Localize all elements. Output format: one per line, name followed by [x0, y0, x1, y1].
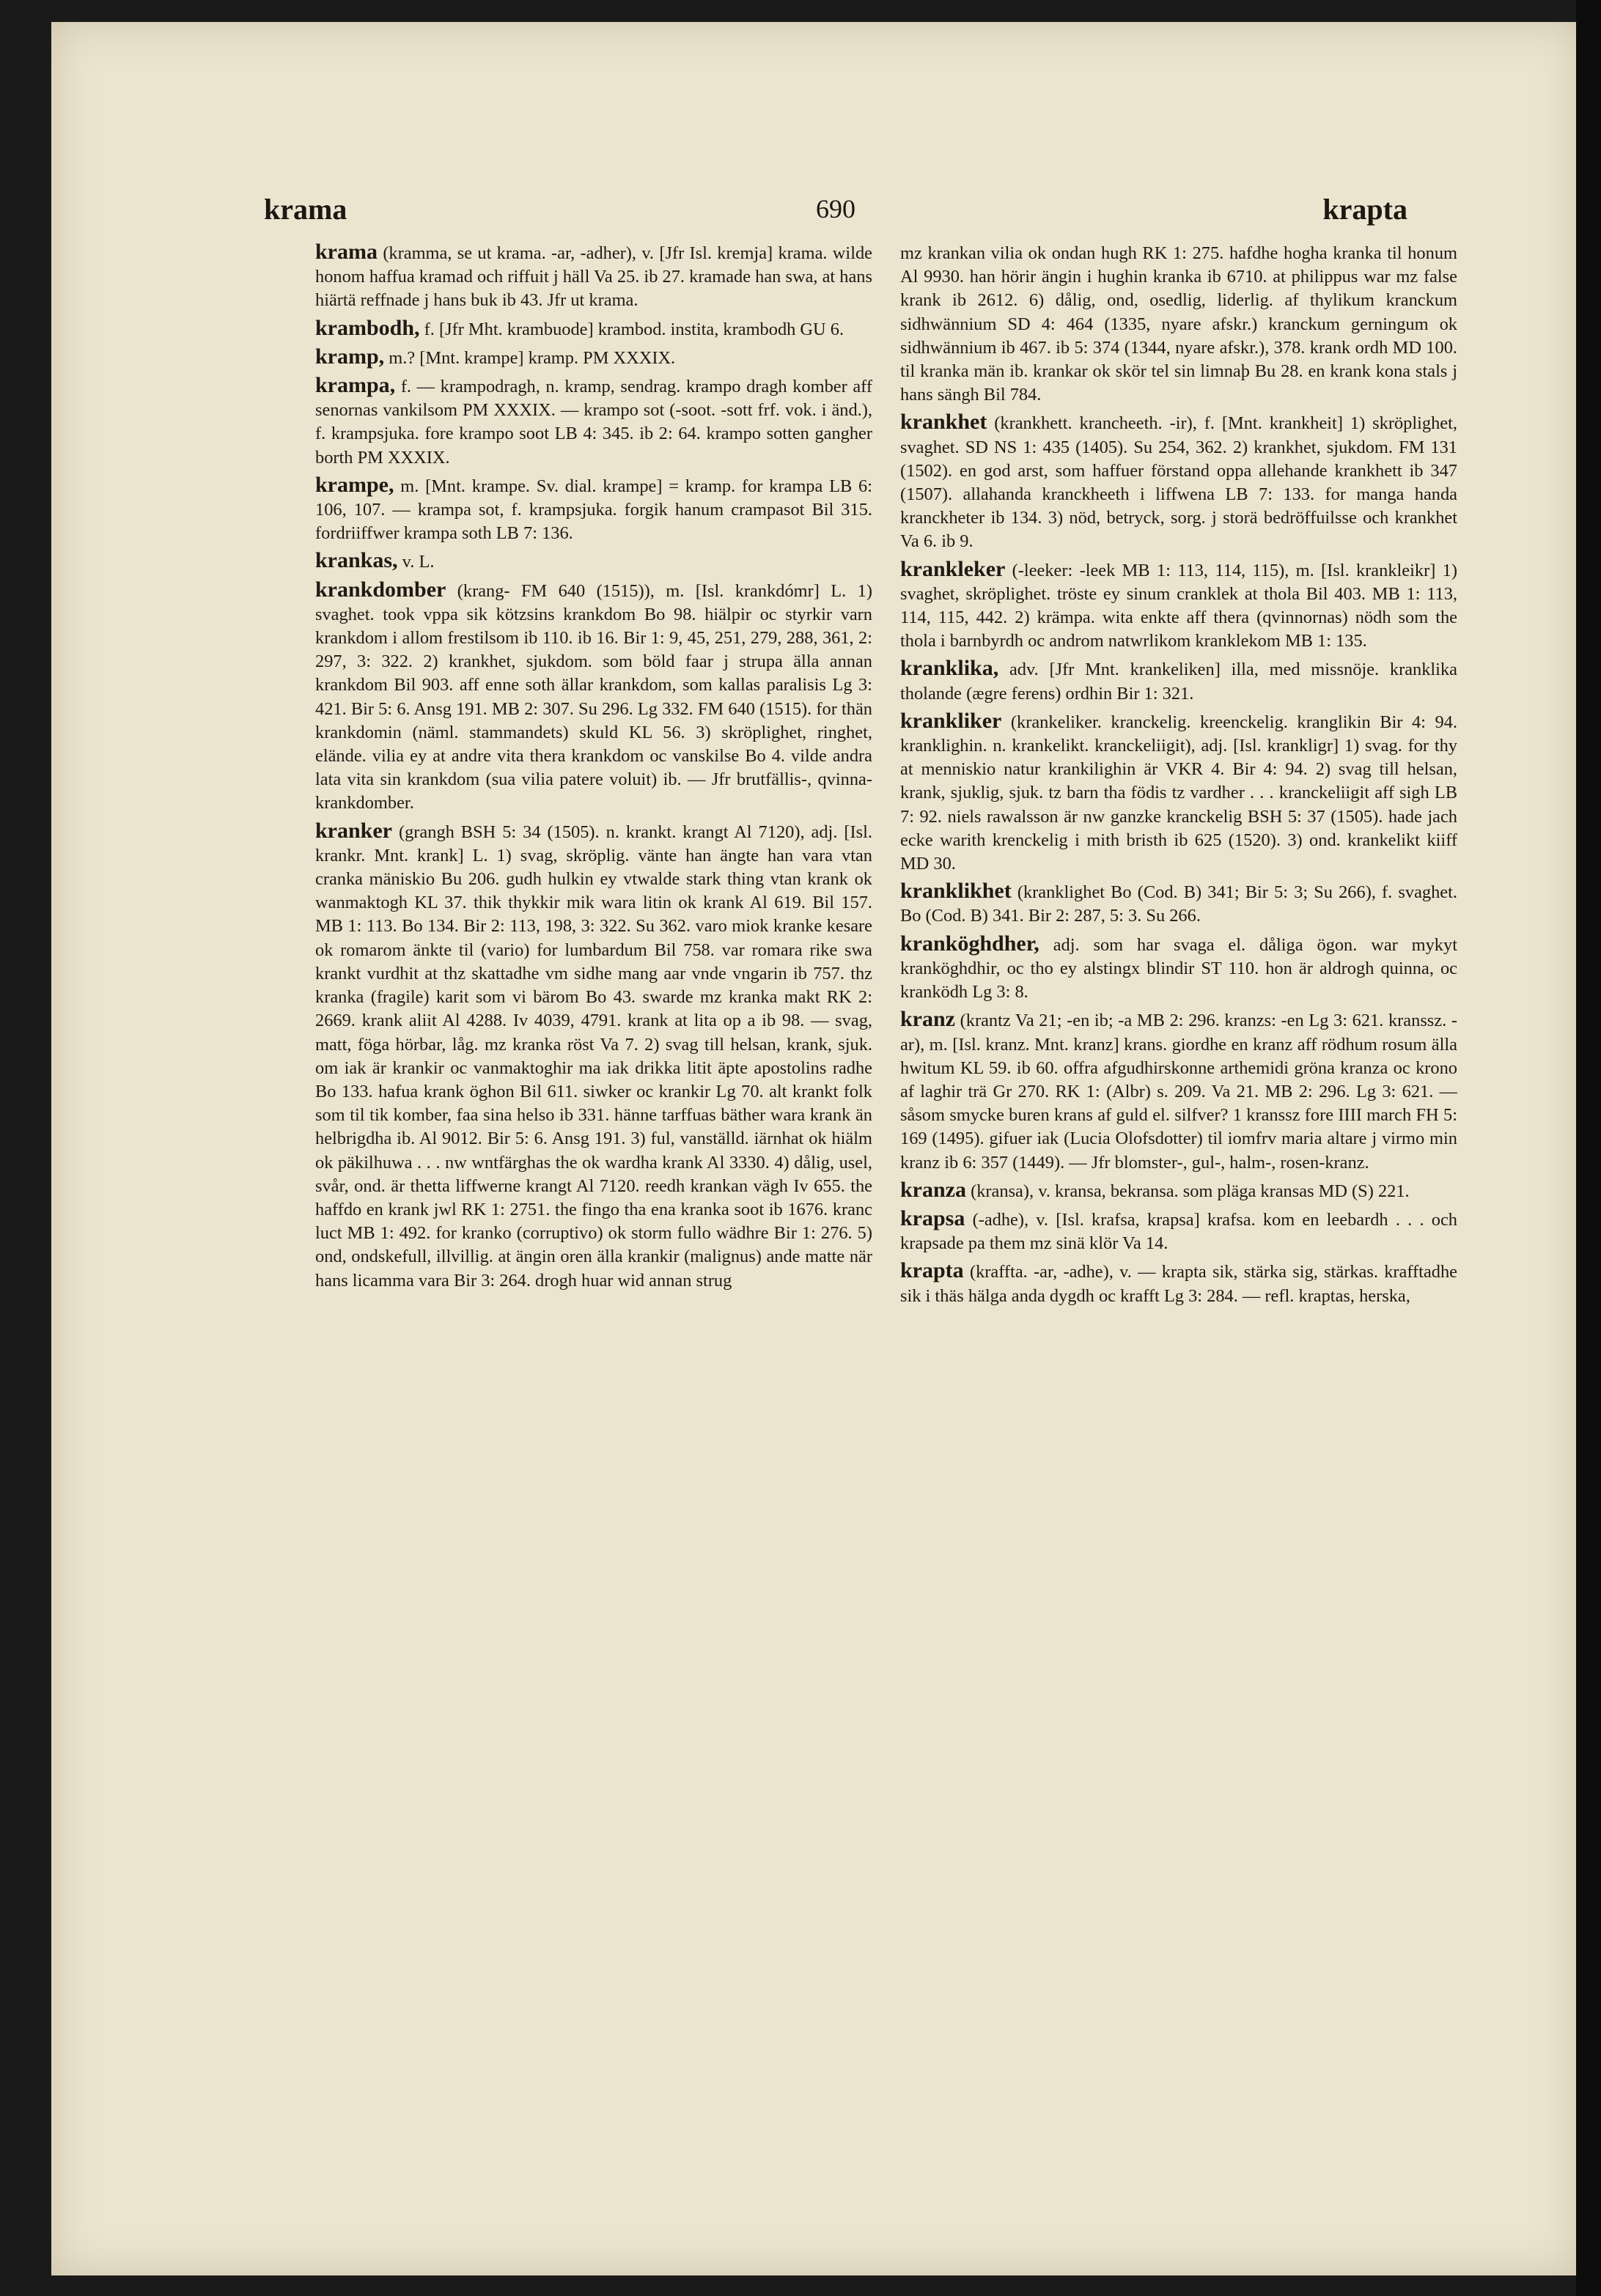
entry-text: (krantz Va 21; -en ib; -a MB 2: 296. kranzs: -en Lg 3: 621. kranssz. -ar), m. [Isl. kranz. Mnt. kranz] krans. giordhe en kranz aff rödhum rosum älla hwitum KL 59. ib 60. offra afgudhirskonne arthemidi gröna kranza oc krono af laghir trä Gr 270. RK 1: (Albr) s. 209. Va 21. MB 2: 296. Lg 3: 621. — såsom smycke buren krans af guld el. silfver? 1 kranssz fore IIII march FH 5: 169 (1495). gifuer iak (Lucia Olofsdotter) til iomfrv maria altare j virmo min kranz ib 6: 357 (1449). — Jfr blomster-, gul-, halm-, rosen-kranz.: [900, 1011, 1457, 1173]
entry-text: adv. [Jfr Mnt. krankeliken] illa, med missnöje. kranklika tholande (ægre ferens) ordhin Bir 1: 321.: [900, 660, 1457, 704]
entry-krankleker: [900, 558, 1457, 654]
entry-krankas: [315, 549, 872, 574]
right-running-headword: krapta: [1322, 193, 1407, 226]
entry-kranklikhet: [900, 879, 1457, 928]
entry-krankdomber: [315, 578, 872, 816]
entry-headword: krambodh,: [315, 315, 420, 340]
entry-text: f. [Jfr Mht. krambuode] krambod. institа, krambodh GU 6.: [424, 319, 844, 339]
entry-headword: kranklika,: [900, 656, 999, 681]
entry-headword: krama: [315, 240, 378, 264]
entry-text: (krang- FM 640 (1515)), m. [Isl. krankdómr] L. 1) svaghet. took vppa sik kötzsins krankdom Bo 98. hiälpir oc styrkir varn krankdom i allom frestilsom ib 110. ib 16. Bir 1: 9, 45, 251, 279, 288, 361, 2: 297, 3: 322. 2) krankhet, sjukdom. som böld faar j strupa älla annan krankdom Bil 903. aff enne soth ällar krankdom, som kallas paralisis Lg 3: 421. Bir 5: 6. Ansg 191. MB 2: 307. Su 296. Lg 332. FM 640 (1515). for thän krankdomin (näml. stammandets) skuld KL 56. 3) skröplighet, ringhet, elände. vilia ey at andre vita thera krankdom oc vanskilse Bo 4. vilde andra lata vita sin krankdom (sua vilia patere voluit) ib. — Jfr brutfällis-, qvinna-krankdomber.: [315, 580, 872, 813]
entry-headword: kranköghdher,: [900, 931, 1039, 956]
right-column: [900, 240, 1457, 2219]
entry-text: adj. som har svaga el. dåliga ögon. war mykyt kranköghdhir, oc tho ey alstingx blindir ST 110. hon är aldrogh quinna, oc kranködh Lg 3: 8.: [900, 934, 1457, 1003]
entry-headword: kramp,: [315, 344, 385, 369]
entry-text: f. — krampodragh, n. kramp, sendrag. krampo dragh komber aff senornas vankilsom PM XXXIX. — krampo sot (-soot. -sott frf. vok. i änd.), f. krampsjuka. fore krampo soot LB 4: 345. ib 2: 64. krampo sotten gangher borth PM XXXIX.: [315, 377, 872, 468]
page-number: 690: [816, 194, 855, 224]
entry-text: m.? [Mnt. krampe] kramp. PM XXXIX.: [389, 347, 676, 368]
entry-headword: krankleker: [900, 556, 1006, 581]
entry-text: (kranklighet Bo (Cod. B) 341; Bir 5: 3; Su 266), f. svaghet. Bo (Cod. B) 341. Bir 2: 287, 5: 3. Su 266.: [900, 882, 1457, 926]
entry-headword: krapta: [900, 1258, 964, 1283]
entry-text: (kraffta. -ar, -adhe), v. — krapta sik, stärka sig, stärkas. krafftadhe sik i thäs hälga anda dygdh oc krafft Lg 3: 284. — refl. kraptas, herska,: [900, 1262, 1457, 1306]
entry-kranker: [315, 819, 872, 1293]
entry-text: (-leeker: -leek MB 1: 113, 114, 115), m. [Isl. krankleikr] 1) svaghet, skröplighet. tröste ey sinum cranklek at thola Bil 403. MB 1: 113, 114, 115, 442. 2) krämpa. wita enkte aff thera (qvinnornas) nödh som the thola i barnbyrdh oc androm natwrlikom kranklekom MB 1: 135.: [900, 560, 1457, 651]
entry-kranza: [900, 1178, 1457, 1203]
entry-headword: krankdomber: [315, 577, 446, 602]
entry-text: v. L.: [402, 552, 435, 572]
entry-krampa: [315, 374, 872, 470]
entry-krapta: [900, 1259, 1457, 1307]
left-column: [315, 240, 872, 2219]
entry-headword: krankas,: [315, 548, 398, 573]
page-header: [264, 192, 1407, 236]
entry-headword: kranker: [315, 818, 392, 843]
entry-headword: krampa,: [315, 373, 396, 398]
entry-text: (krankeliker. kranckelig. kreenckelig. kranglikin Bir 4: 94. kranklighin. n. krankelikt. kranckeliigit), adj. [Isl. krankligr] 1) svag. for thy at menniskio natur krankilighin är VKR 4. Bir 4: 94. 2) svag till helsan, krank, sjuklig, sjuk. tz barn tha födis tz vardher . . . kranckeliigit aff sigh LB 7: 92. niels rawalsson är nw ganzke kranckelig BSH 5: 37 (1505). hade jach ecke warith krenckelig i mith bristh ib 625 (1520). 3) ond. krankelikt kiiff MD 30.: [900, 712, 1457, 874]
entry-headword: krampe,: [315, 472, 394, 497]
entry-text: (kramma, se ut krama. -ar, -adher), v. [Jfr Isl. kremja] krama. wilde honom haffua kramad och riffuit j häll Va 25. ib 27. kramade han swa, at hans hiärtä reffnade j hans buk ib 43. Jfr ut krama.: [315, 243, 872, 311]
entry-krapsa: [900, 1207, 1457, 1255]
entry-krankliker: [900, 709, 1457, 876]
entry-krankoghdher: [900, 932, 1457, 1005]
entry-kranker-continued: [900, 240, 1457, 407]
scan-edge: [1576, 0, 1601, 2296]
entry-headword: kranz: [900, 1007, 955, 1032]
entry-krampe: [315, 473, 872, 546]
entry-text: mz krankan vilia ok ondan hugh RK 1: 275. hafdhe hogha kranka til honum Al 9930. han hörir ängin i hughin kranka ib 6710. at philippus war mz false krank ib 2612. 6) dålig, ond, osedlig, liderlig. af thylikum kranckum sidhwännium SD 4: 464 (1335, nyare afskr.) kranckum gerningum ok sidhwännium ib 467. ib 5: 374 (1344, nyare afskr.), 378. krank ordh MD 100. til kranka män ib. krankar ok skör tel sin limnaþ Bu 28. en krank kona stals j hans sängh Bil 784.: [900, 243, 1457, 405]
entry-kranz: [900, 1008, 1457, 1174]
entry-text: m. [Mnt. krampe. Sv. dial. krampe] = kramp. for krampa LB 6: 106, 107. — krampa sot, f. krampsjuka. forgik hanum crampasot Bil 315. fordriiffwer krampa soth LB 7: 136.: [315, 476, 872, 544]
entry-headword: kranza: [900, 1177, 966, 1202]
entry-kramp: [315, 345, 872, 370]
entry-headword: krankhet: [900, 410, 987, 435]
entry-kranklika: [900, 657, 1457, 705]
entry-text: (-adhe), v. [Isl. krafsa, krapsa] krafsa. kom en leebardh . . . och krapsade pa them mz sinä klör Va 14.: [900, 1209, 1457, 1254]
entry-krama: [315, 240, 872, 313]
left-running-headword: krama: [264, 193, 347, 226]
entry-headword: krankliker: [900, 708, 1002, 733]
entry-headword: krapsa: [900, 1206, 965, 1230]
entry-krankhet: [900, 410, 1457, 553]
entry-text: (krankhett. krancheeth. -ir), f. [Mnt. krankheit] 1) skröplighet, svaghet. SD NS 1: 435 (1405). Su 254, 362. 2) krankhet, sjukdom. FM 131 (1502). en god arst, som haffuer förstand oppa allehande krankhett ib 347 (1507). allahanda kranckheeth i liffwena LB 7: 133. for manga handa kranckheter ib 134. 3) nöd, betryck, sorg. j storä bedröffuilsse och krankhet Va 6. ib 9.: [900, 413, 1457, 552]
entry-headword: kranklikhet: [900, 879, 1012, 904]
entry-text: (grangh BSH 5: 34 (1505). n. krankt. krangt Al 7120), adj. [Isl. krankr. Mnt. krank] L. 1) svag, skröplig. vänte han ängte han vara vtan cranka mäniskio Bu 206. gudh hulkin ey vtwalde stark thing vtan krank ok wanmaktogh KL 37. thik thykkir mik wara litin ok krank Al 619. Bil 157. MB 1: 113. Bo 134. Bir 2: 113, 198, 3: 322. Su 362. varo miok kranke kesare ok romarom änkte til (vario) for lumbardum Bil 758. var romara rike swa krankt vurdhit at thz skattadhe vm sidhe mang aar vnde vngarin ib 757. thz kranka (fragile) karit som vi bärom Bo 43. swarde mz kranka makt RK 2: 2669. krank aliit Al 4288. Iv 4039, 4791. krank at lita op a ib 98. — svag, matt, föga hörbar, låg. mz kranka röst Va 7. 2) svag till helsan, krank, sjuk. om iak är krankir oc vanmaktoghir ma iak drikka litit äpte apostolins radhe Bo 133. hafua krank öghon Bil 611. siwker oc krankir Lg 70. alt krankt folk som til tik komber, faa sina helso ib 331. hänne tarffuas bäther wara krank än helbrigdha ib. Al 9012. Bir 5: 6. Ansg 191. 3) ful, vanställd. iärnhat ok hiälm ok päkilhuwa . . . nw wntfärghas the ok wardha krank Al 3330. 4) dålig, usel, svår, ond. är thetta liffwerne krangt Al 7120. reedh krankan vägh Iv 655. the haffdo en krank jwl RK 1: 2751. the fingo tha ena kranka soot ib 1676. kranc luct MB 1: 492. for kranko (corruptivo) ok storm fullo wädhre Bir 1: 276. 5) ond, ondskefull, illvillig. at ängin oren älla krankir (malignus) ande matte när hans licamma vara Bir 3: 264. drogh huar wid annan strug: [315, 822, 872, 1291]
entry-text: (kransa), v. kransa, bekransa. som pläga kransas MD (S) 221.: [971, 1181, 1410, 1201]
entry-krambodh: [315, 317, 872, 342]
